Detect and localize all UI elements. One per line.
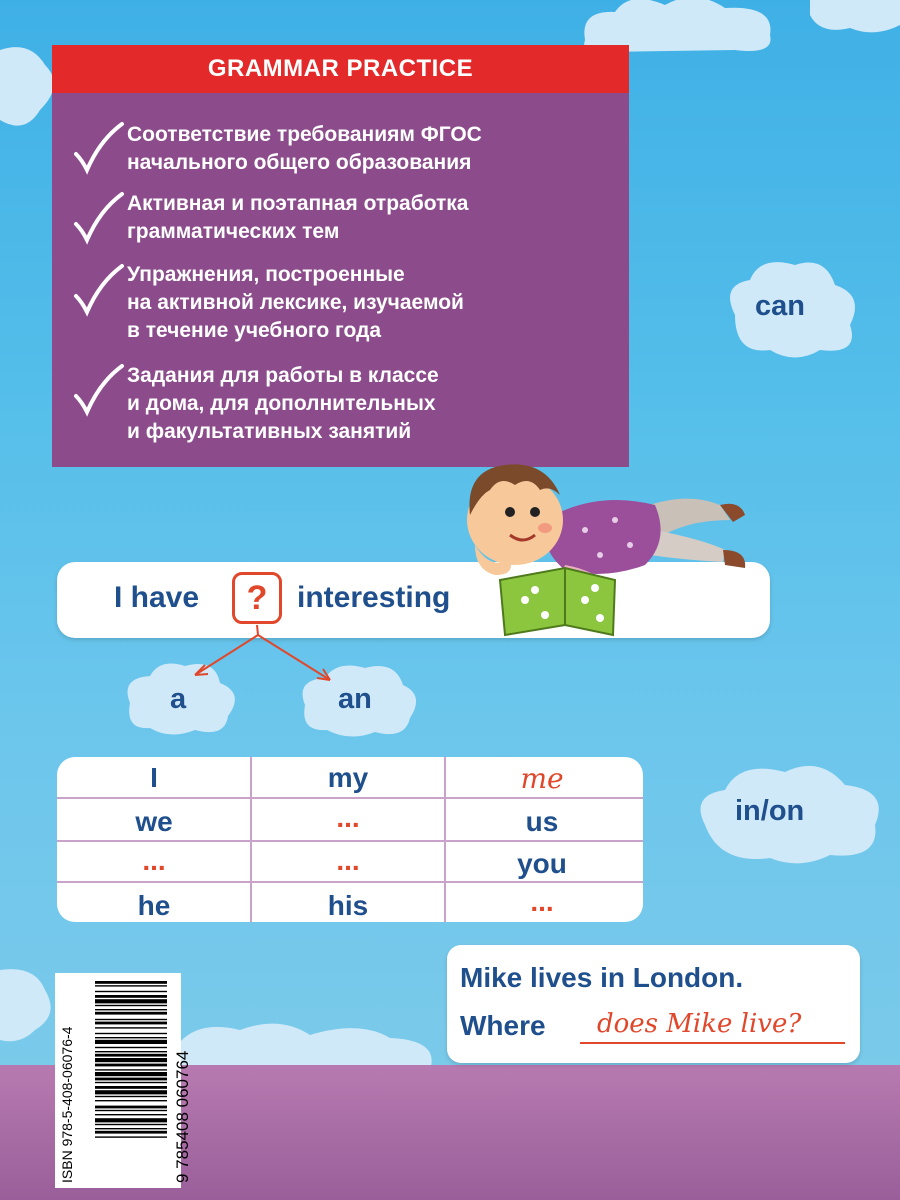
barcode-bar [95, 1037, 167, 1038]
barcode-bar [95, 1051, 167, 1052]
boy-reading-illustration [455, 450, 755, 640]
table-cell-answer: me [520, 762, 564, 795]
checkmark-icon [70, 262, 126, 318]
barcode-bar [95, 1019, 167, 1020]
table-cell: I [150, 762, 158, 793]
feature-item: Упражнения, построенные на активной лексике, изучаемой в течение учебного года [127, 263, 464, 342]
barcode-bar [95, 991, 167, 992]
isbn-label: ISBN 978-5-408-06076-4 [59, 1026, 75, 1183]
table-cell-blank: ... [530, 886, 554, 917]
feature-item: Задания для работы в классе и дома, для дополнительных и факультативных занятий [127, 364, 439, 443]
barcode-digits: 9 785408 060764 [173, 1050, 192, 1183]
barcode-bar [95, 1090, 167, 1094]
barcode-bar [95, 981, 167, 984]
barcode-bar [95, 1131, 167, 1134]
barcode-bar [95, 1022, 167, 1025]
barcode-bar [95, 1136, 167, 1137]
barcode-bar [95, 1078, 167, 1081]
sentence-start: I have [114, 581, 200, 614]
barcode-bar [95, 1069, 167, 1070]
barcode-bar [95, 1064, 167, 1067]
table-cell: we [135, 806, 173, 837]
article-option-an: an [338, 683, 372, 715]
barcode-bar [95, 1072, 167, 1076]
table-cell: my [327, 762, 369, 793]
barcode-bar [95, 1106, 167, 1109]
barcode-bar [95, 1040, 167, 1044]
question-prompt: Where [460, 1010, 546, 1041]
barcode-bar [95, 1033, 167, 1034]
statement-text: Mike lives in London. [460, 962, 744, 993]
cloud-left-upper [0, 40, 60, 130]
barcode-bar [95, 1124, 167, 1125]
barcode-bar [95, 1128, 167, 1129]
barcode-bar [95, 1047, 167, 1048]
barcode-bar [95, 1009, 167, 1010]
barcode-bar [95, 1058, 167, 1062]
table-cell-blank: ... [142, 845, 166, 876]
feature-item: Активная и поэтапная отработка грамматических тем [127, 192, 469, 243]
sentence-end: interesting [297, 581, 451, 614]
series-title: GRAMMAR PRACTICE [52, 45, 629, 93]
cloud-word-in-on: in/on [735, 795, 805, 827]
table-cell-blank: ... [336, 802, 360, 833]
answer-underline [580, 1042, 845, 1044]
barcode-bar [95, 1096, 167, 1097]
barcode-bar [95, 1012, 167, 1015]
barcode-bar [95, 985, 167, 986]
barcode-bar [95, 995, 167, 998]
barcode-bar [95, 1082, 167, 1083]
barcode-bar [95, 1118, 167, 1122]
checkmark-icon [70, 190, 126, 246]
barcode-bar [95, 1005, 167, 1006]
table-cell-blank: ... [336, 845, 360, 876]
choice-arrows [170, 620, 350, 690]
table-cell: his [327, 890, 369, 921]
barcode-bar [95, 1027, 167, 1028]
cloud-left-lower [0, 965, 60, 1045]
barcode-bar [95, 1086, 167, 1089]
barcode-bar [95, 1100, 167, 1101]
table-cell: you [517, 848, 567, 879]
article-option-a: a [170, 683, 187, 715]
checkmark-icon [70, 120, 126, 176]
table-cell: us [525, 806, 559, 837]
barcode-bars [95, 981, 167, 1179]
barcode-bar [95, 1114, 167, 1115]
checkmark-icon [70, 362, 126, 418]
isbn-barcode [55, 973, 192, 1188]
barcode-bar [95, 999, 167, 1003]
question-mark-box: ? [232, 572, 282, 624]
feature-item: Соответствие требованиям ФГОС начального общего образования [127, 123, 482, 174]
cloud-word-can: can [755, 290, 805, 322]
question-answer: does Mike live? [597, 1009, 802, 1039]
barcode-bar [95, 1110, 167, 1111]
table-cell: he [137, 890, 171, 921]
cloud-top-right [805, 0, 900, 35]
barcode-bar [95, 1054, 167, 1057]
